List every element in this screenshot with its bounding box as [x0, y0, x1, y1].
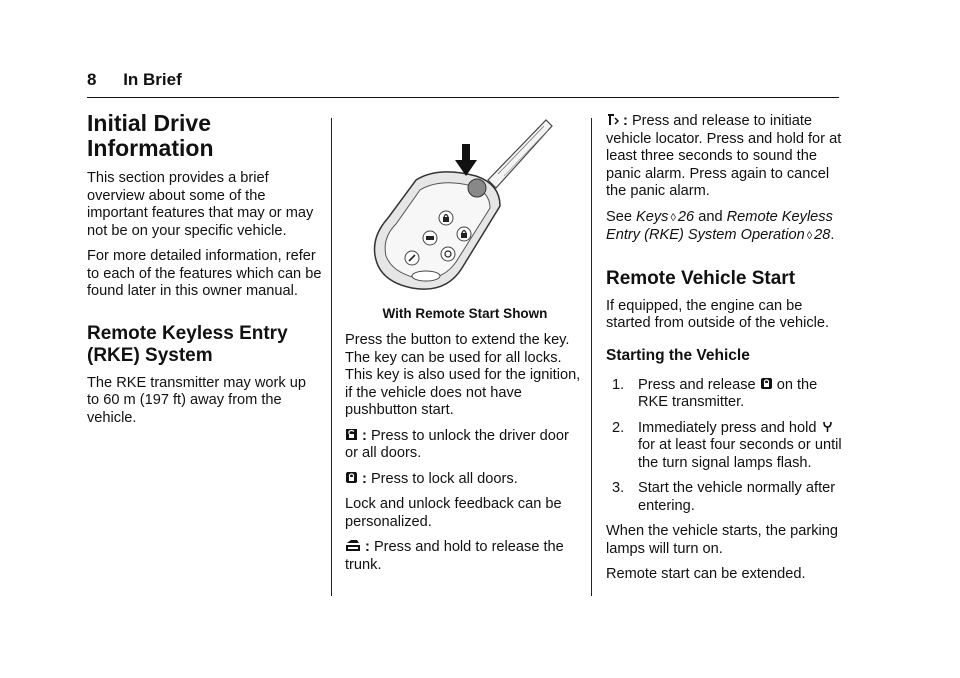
rke-page: 28	[814, 227, 831, 243]
step-text: Press and release	[638, 376, 756, 393]
page-ref-arrow-icon: ◊	[806, 230, 813, 242]
column-2	[345, 332, 585, 582]
list-item	[612, 480, 850, 515]
see-word: See	[606, 208, 632, 225]
step-number: 1.	[612, 376, 625, 393]
starting-vehicle-title: Starting the Vehicle	[606, 346, 750, 364]
unlock-text: Press to unlock the driver door or all doors.	[345, 427, 569, 461]
keys-link[interactable]: Keys	[636, 208, 669, 225]
and-word: and	[698, 208, 723, 225]
lock-icon	[760, 377, 773, 390]
extended-paragraph: Remote start can be extended.	[606, 566, 806, 582]
feedback-paragraph: Lock and unlock feedback can be personalized.	[345, 496, 562, 530]
trunk-paragraph	[345, 539, 585, 574]
column-divider	[591, 118, 592, 596]
rke-paragraph: The RKE transmitter may work up to 60 m (197 ft) away from the vehicle.	[87, 374, 306, 426]
trunk-icon	[345, 539, 361, 552]
period: .	[830, 227, 835, 243]
intro-paragraph: For more detailed information, refer to each of the features which can be found later in this owner manual.	[87, 248, 322, 299]
list-item	[612, 420, 850, 473]
release-button	[468, 179, 486, 197]
page-ref-arrow-icon: ◊	[670, 211, 676, 224]
intro-paragraph: This section provides a brief overview about some of the important features that may or may not be on your specific vehicle.	[87, 170, 314, 239]
remote-start-intro: If equipped, the engine can be started from outside of the vehicle.	[606, 297, 830, 331]
colon: :	[362, 427, 367, 444]
step-number: 3.	[612, 480, 625, 496]
release-arrow	[455, 144, 477, 176]
list-item	[612, 377, 850, 412]
parking-lamps-paragraph: When the vehicle starts, the parking lamps will turn on.	[606, 523, 838, 557]
lock-text: Press to lock all doors.	[370, 470, 518, 487]
colon: :	[362, 470, 367, 487]
step-number: 2.	[612, 419, 625, 436]
key-paragraph: Press the button to extend the key. The key can be used for all locks. This key is also used for the ignition, if the vehicle does not have pushbutton start.	[345, 332, 581, 418]
lock-paragraph	[345, 471, 585, 489]
trunk-text: Press and hold to release the trunk.	[345, 539, 564, 573]
locator-paragraph	[606, 113, 844, 201]
header-rule	[87, 97, 839, 98]
step-text: Start the vehicle normally after entering.	[638, 480, 836, 514]
unlock-paragraph	[345, 428, 585, 463]
colon: :	[623, 113, 628, 129]
step-text: for at least four seconds or until the turn signal lamps flash.	[638, 437, 842, 471]
vehicle-locator-icon	[606, 113, 619, 126]
see-paragraph	[606, 209, 844, 246]
column-3	[606, 113, 844, 592]
locator-text: Press and release to initiate vehicle locator. Press and hold for at least three seconds to sound the panic alarm. Press again to cancel the panic alarm.	[606, 113, 842, 199]
page-header	[87, 70, 182, 90]
page-number: 8	[87, 70, 97, 89]
unlock-icon	[345, 428, 358, 441]
initial-drive-title: Initial Drive Information	[87, 110, 214, 161]
step-text: Immediately press and hold	[638, 419, 817, 436]
section-title: In Brief	[123, 70, 182, 89]
remote-start-title: Remote Vehicle Start	[606, 267, 796, 289]
lock-icon	[345, 471, 358, 484]
keys-page: 26	[677, 208, 695, 225]
start-steps	[606, 377, 844, 516]
rke-title: Remote Keyless Entry (RKE) System	[87, 322, 288, 366]
column-1	[87, 108, 322, 435]
figure-caption: With Remote Start Shown	[382, 306, 548, 321]
step-text: on the RKE transmitter.	[638, 376, 818, 410]
colon: :	[365, 539, 370, 555]
key-fob-illustration	[368, 118, 558, 298]
column-divider	[331, 118, 332, 596]
rke-link[interactable]: Remote Keyless Entry (RKE) System Operation	[606, 208, 833, 243]
remote-start-icon	[821, 420, 834, 433]
key-blade	[488, 120, 552, 188]
